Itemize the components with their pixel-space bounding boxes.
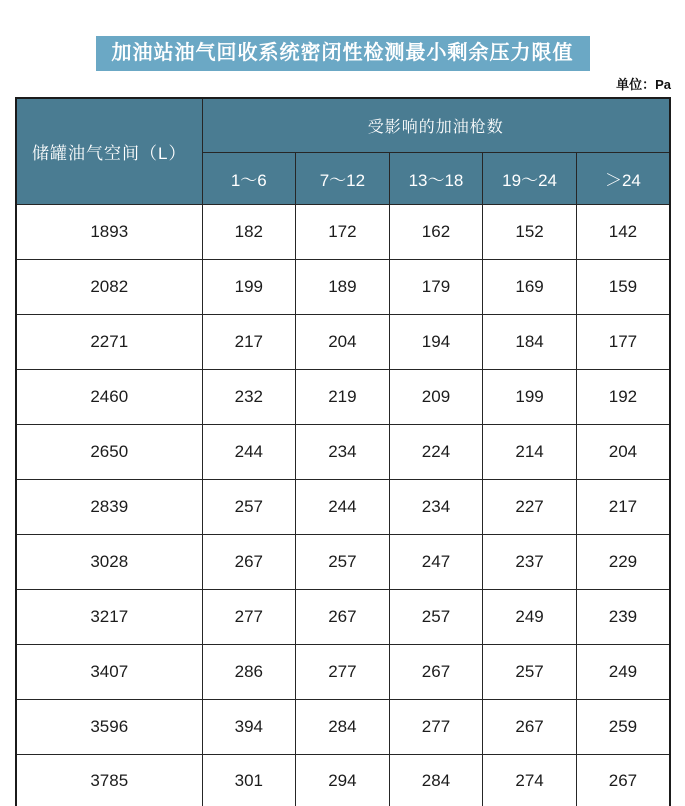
table-row — [16, 699, 670, 754]
pressure-value-cell: 257 — [202, 479, 296, 534]
pressure-value-cell: 224 — [389, 424, 483, 479]
pressure-value-cell: 294 — [296, 754, 390, 806]
pressure-value-cell: 239 — [576, 589, 670, 644]
pressure-value-cell: 189 — [296, 259, 390, 314]
pressure-value-cell: 267 — [483, 699, 577, 754]
pressure-value-cell: 214 — [483, 424, 577, 479]
table-body — [16, 204, 670, 806]
pressure-value-cell: 199 — [202, 259, 296, 314]
pressure-value-cell: 244 — [202, 424, 296, 479]
pressure-value-cell: 257 — [389, 589, 483, 644]
tank-space-cell: 2839 — [16, 479, 202, 534]
table-row — [16, 644, 670, 699]
column-header-2: 7～12 — [296, 152, 390, 204]
pressure-value-cell: 227 — [483, 479, 577, 534]
tank-space-cell: 3217 — [16, 589, 202, 644]
tank-space-cell: 2650 — [16, 424, 202, 479]
pressure-value-cell: 204 — [296, 314, 390, 369]
tank-space-cell: 3596 — [16, 699, 202, 754]
table-row — [16, 589, 670, 644]
pressure-value-cell: 301 — [202, 754, 296, 806]
pressure-value-cell: 244 — [296, 479, 390, 534]
tank-space-cell: 1893 — [16, 204, 202, 259]
table-row — [16, 314, 670, 369]
pressure-value-cell: 162 — [389, 204, 483, 259]
tank-space-cell: 3407 — [16, 644, 202, 699]
pressure-value-cell: 217 — [202, 314, 296, 369]
pressure-value-cell: 204 — [576, 424, 670, 479]
pressure-value-cell: 152 — [483, 204, 577, 259]
pressure-value-cell: 172 — [296, 204, 390, 259]
pressure-value-cell: 277 — [202, 589, 296, 644]
pressure-value-cell: 284 — [389, 754, 483, 806]
column-header-5: ＞24 — [576, 152, 670, 204]
pressure-value-cell: 192 — [576, 369, 670, 424]
pressure-value-cell: 232 — [202, 369, 296, 424]
pressure-value-cell: 219 — [296, 369, 390, 424]
column-header-1: 1～6 — [202, 152, 296, 204]
pressure-value-cell: 249 — [483, 589, 577, 644]
tank-space-cell: 2271 — [16, 314, 202, 369]
header-row-group — [16, 98, 670, 152]
pressure-value-cell: 179 — [389, 259, 483, 314]
pressure-value-cell: 247 — [389, 534, 483, 589]
column-header-4: 19～24 — [483, 152, 577, 204]
tank-vapor-space-header: 储罐油气空间（L） — [16, 98, 202, 204]
pressure-value-cell: 229 — [576, 534, 670, 589]
pressure-value-cell: 217 — [576, 479, 670, 534]
table-row — [16, 204, 670, 259]
pressure-value-cell: 249 — [576, 644, 670, 699]
tank-space-cell: 2460 — [16, 369, 202, 424]
pressure-value-cell: 194 — [389, 314, 483, 369]
pressure-value-cell: 234 — [296, 424, 390, 479]
pressure-value-cell: 274 — [483, 754, 577, 806]
affected-nozzles-group-header: 受影响的加油枪数 — [202, 98, 670, 152]
table-row — [16, 369, 670, 424]
pressure-value-cell: 267 — [576, 754, 670, 806]
table-row — [16, 479, 670, 534]
pressure-value-cell: 277 — [389, 699, 483, 754]
pressure-value-cell: 394 — [202, 699, 296, 754]
pressure-value-cell: 267 — [389, 644, 483, 699]
pressure-value-cell: 284 — [296, 699, 390, 754]
tank-space-cell: 3028 — [16, 534, 202, 589]
pressure-value-cell: 234 — [389, 479, 483, 534]
pressure-value-cell: 184 — [483, 314, 577, 369]
pressure-value-cell: 267 — [296, 589, 390, 644]
pressure-value-cell: 259 — [576, 699, 670, 754]
unit-label: 单位：Pa — [616, 77, 671, 92]
pressure-limit-table — [15, 97, 671, 806]
column-header-3: 13～18 — [389, 152, 483, 204]
table-row — [16, 534, 670, 589]
pressure-value-cell: 159 — [576, 259, 670, 314]
table-row — [16, 259, 670, 314]
pressure-value-cell: 169 — [483, 259, 577, 314]
pressure-value-cell: 267 — [202, 534, 296, 589]
pressure-value-cell: 209 — [389, 369, 483, 424]
tank-space-cell: 3785 — [16, 754, 202, 806]
pressure-value-cell: 237 — [483, 534, 577, 589]
pressure-value-cell: 199 — [483, 369, 577, 424]
table-title: 加油站油气回收系统密闭性检测最小剩余压力限值 — [96, 36, 590, 71]
pressure-value-cell: 142 — [576, 204, 670, 259]
table-header — [16, 98, 670, 204]
pressure-value-cell: 177 — [576, 314, 670, 369]
pressure-value-cell: 286 — [202, 644, 296, 699]
title-row — [0, 0, 685, 71]
tank-space-cell: 2082 — [16, 259, 202, 314]
pressure-value-cell: 257 — [296, 534, 390, 589]
table-row — [16, 424, 670, 479]
pressure-value-cell: 277 — [296, 644, 390, 699]
table-row — [16, 754, 670, 806]
pressure-value-cell: 182 — [202, 204, 296, 259]
pressure-value-cell: 257 — [483, 644, 577, 699]
